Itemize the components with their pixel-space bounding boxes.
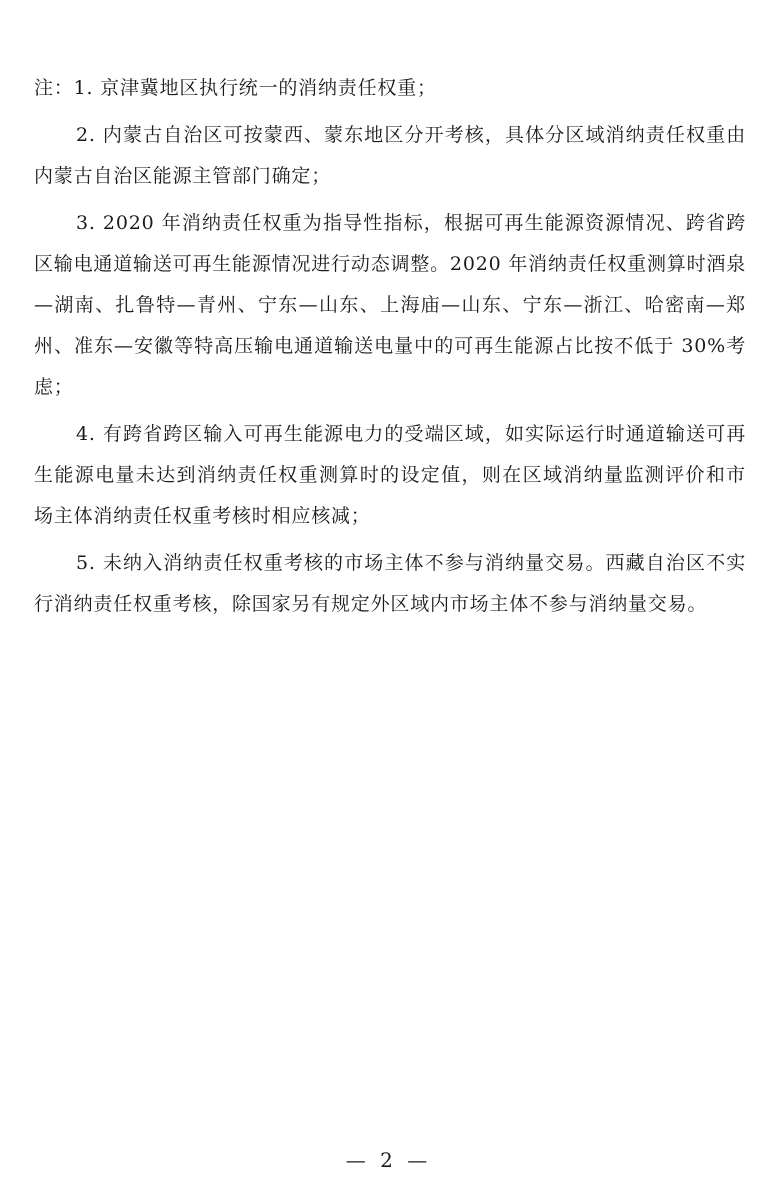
note-item-3: 3. 2020 年消纳责任权重为指导性指标，根据可再生能源资源情况、跨省跨区输电通道输送可再生能源情况进行动态调整。2020 年消纳责任权重测算时酒泉—湖南、扎鲁特—青州、宁东—山东、上海庙—山东、宁东—浙江、哈密南—郑州、准东—安徽等特高压输电通道输送电量中的可再生能源占比按不低于 30%考虑； bbox=[34, 212, 746, 398]
page-number: — 2 — bbox=[345, 1148, 432, 1172]
note-item-1: 注：1. 京津冀地区执行统一的消纳责任权重； bbox=[34, 77, 437, 99]
document-body bbox=[34, 68, 746, 631]
note-item-5: 5. 未纳入消纳责任权重考核的市场主体不参与消纳量交易。西藏自治区不实行消纳责任权重考核，除国家另有规定外区域内市场主体不参与消纳量交易。 bbox=[34, 552, 746, 615]
note-item-2: 2. 内蒙古自治区可按蒙西、蒙东地区分开考核，具体分区域消纳责任权重由内蒙古自治区能源主管部门确定； bbox=[34, 124, 746, 187]
note-item-4: 4. 有跨省跨区输入可再生能源电力的受端区域，如实际运行时通道输送可再生能源电量未达到消纳责任权重测算时的设定值，则在区域消纳量监测评价和市场主体消纳责任权重考核时相应核减； bbox=[34, 423, 746, 527]
